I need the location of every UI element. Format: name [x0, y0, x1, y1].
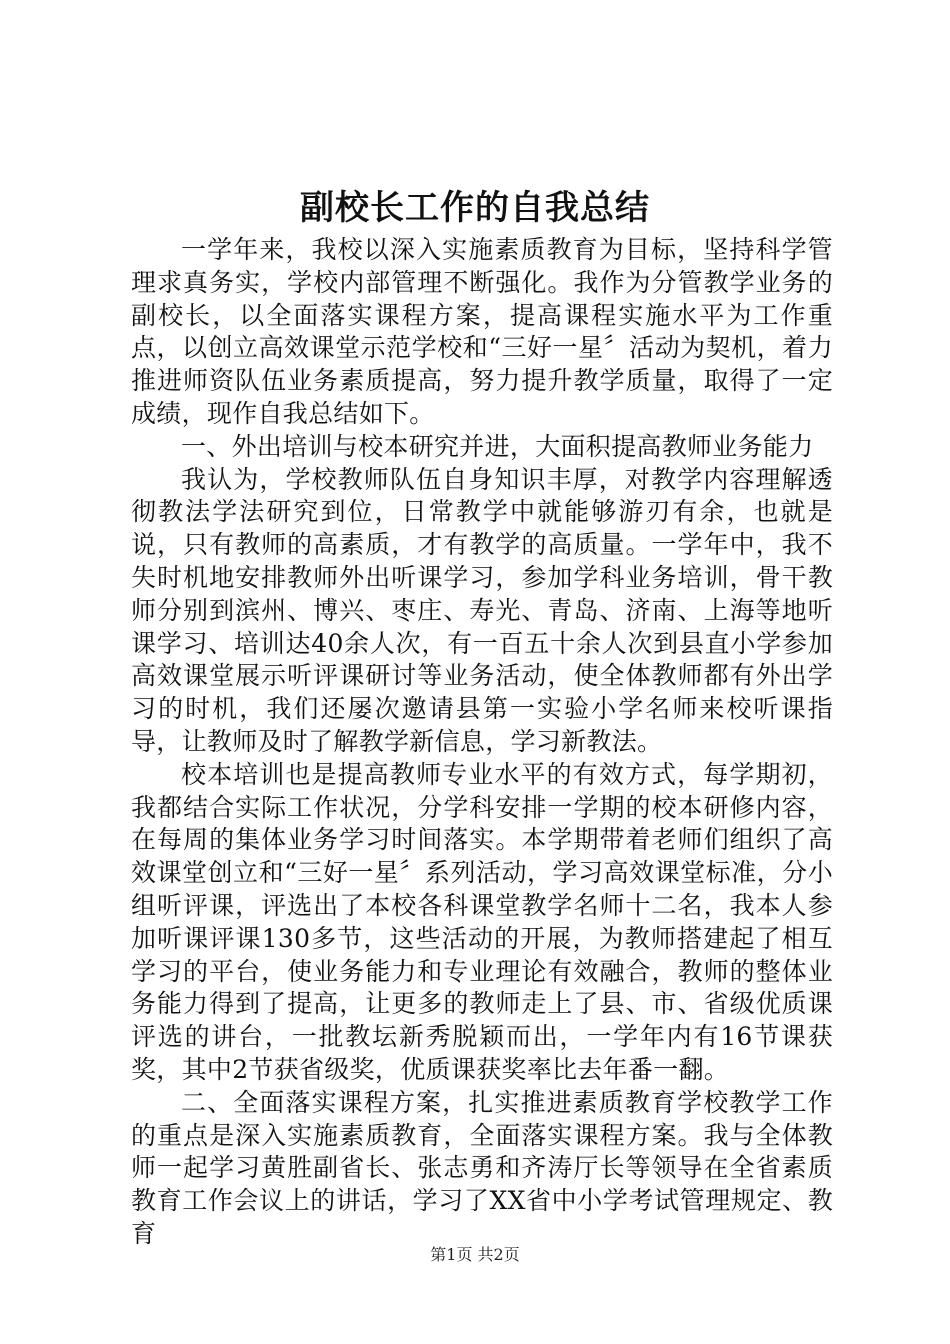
paragraph-training: 我认为，学校教师队伍自身知识丰厚，对教学内容理解透彻教法学法研究到位，日常教学中就能够游刃有余，也就是说，只有教师的高素质，才有教学的高质量。一学年中，我不失时机地安排教师外出听课学习，参加学科业务培训，骨干教师分别到滨州、博兴、枣庄、寿光、青岛、济南、上海等地听课学习、培训达40余人次，有一百五十余人次到县直小学参加高效课堂展示听评课研讨等业务活动，使全体教师都有外出学习的时机，我们还屡次邀请县第一实验小学名师来校听课指导，让教师及时了解教学新信息，学习新教法。 [131, 464, 833, 756]
paragraph-intro: 一学年来，我校以深入实施素质教育为目标，坚持科学管理求真务实，学校内部管理不断强化。我作为分管教学业务的副校长，以全面落实课程方案，提高课程实施水平为工作重点，以创立高效课堂示范学校和“三好一星〞活动为契机，着力推进师资队伍业务素质提高，努力提升教学质量，取得了一定成绩，现作自我总结如下。 [131, 235, 833, 428]
document-title: 副校长工作的自我总结 [300, 188, 650, 228]
paragraph-school-training: 校本培训也是提高教师专业水平的有效方式，每学期初，我都结合实际工作状况，分学科安排一学期的校本研修内容，在每周的集体业务学习时间落实。本学期带着老师们组织了高效课堂创立和“三好一星〞系列活动，学习高效课堂标准，分小组听评课，评选出了本校各科课堂教学名师十二名，我本人参加听课评课130多节，这些活动的开展，为教师搭建起了相互学习的平台，使业务能力和专业理论有效融合，教师的整体业务能力得到了提高，让更多的教师走上了县、市、省级优质课评选的讲台，一批教坛新秀脱颖而出，一学年内有16节课获奖，其中2节获省级奖，优质课获奖率比去年番一翻。 [131, 759, 833, 1084]
section-heading-1: 一、外出培训与校本研究并进，大面积提高教师业务能力 [181, 431, 814, 461]
paragraph-curriculum: 二、全面落实课程方案，扎实推进素质教育学校教学工作的重点是深入实施素质教育，全面落实课程方案。我与全体教师一起学习黄胜副省长、张志勇和齐涛厅长等领导在全省素质教育工作会议上的讲话，学习了XX省中小学考试管理规定、教育 [131, 1087, 833, 1248]
document-body [131, 234, 833, 1251]
page-footer: 第1页 共2页 [430, 1245, 520, 1264]
